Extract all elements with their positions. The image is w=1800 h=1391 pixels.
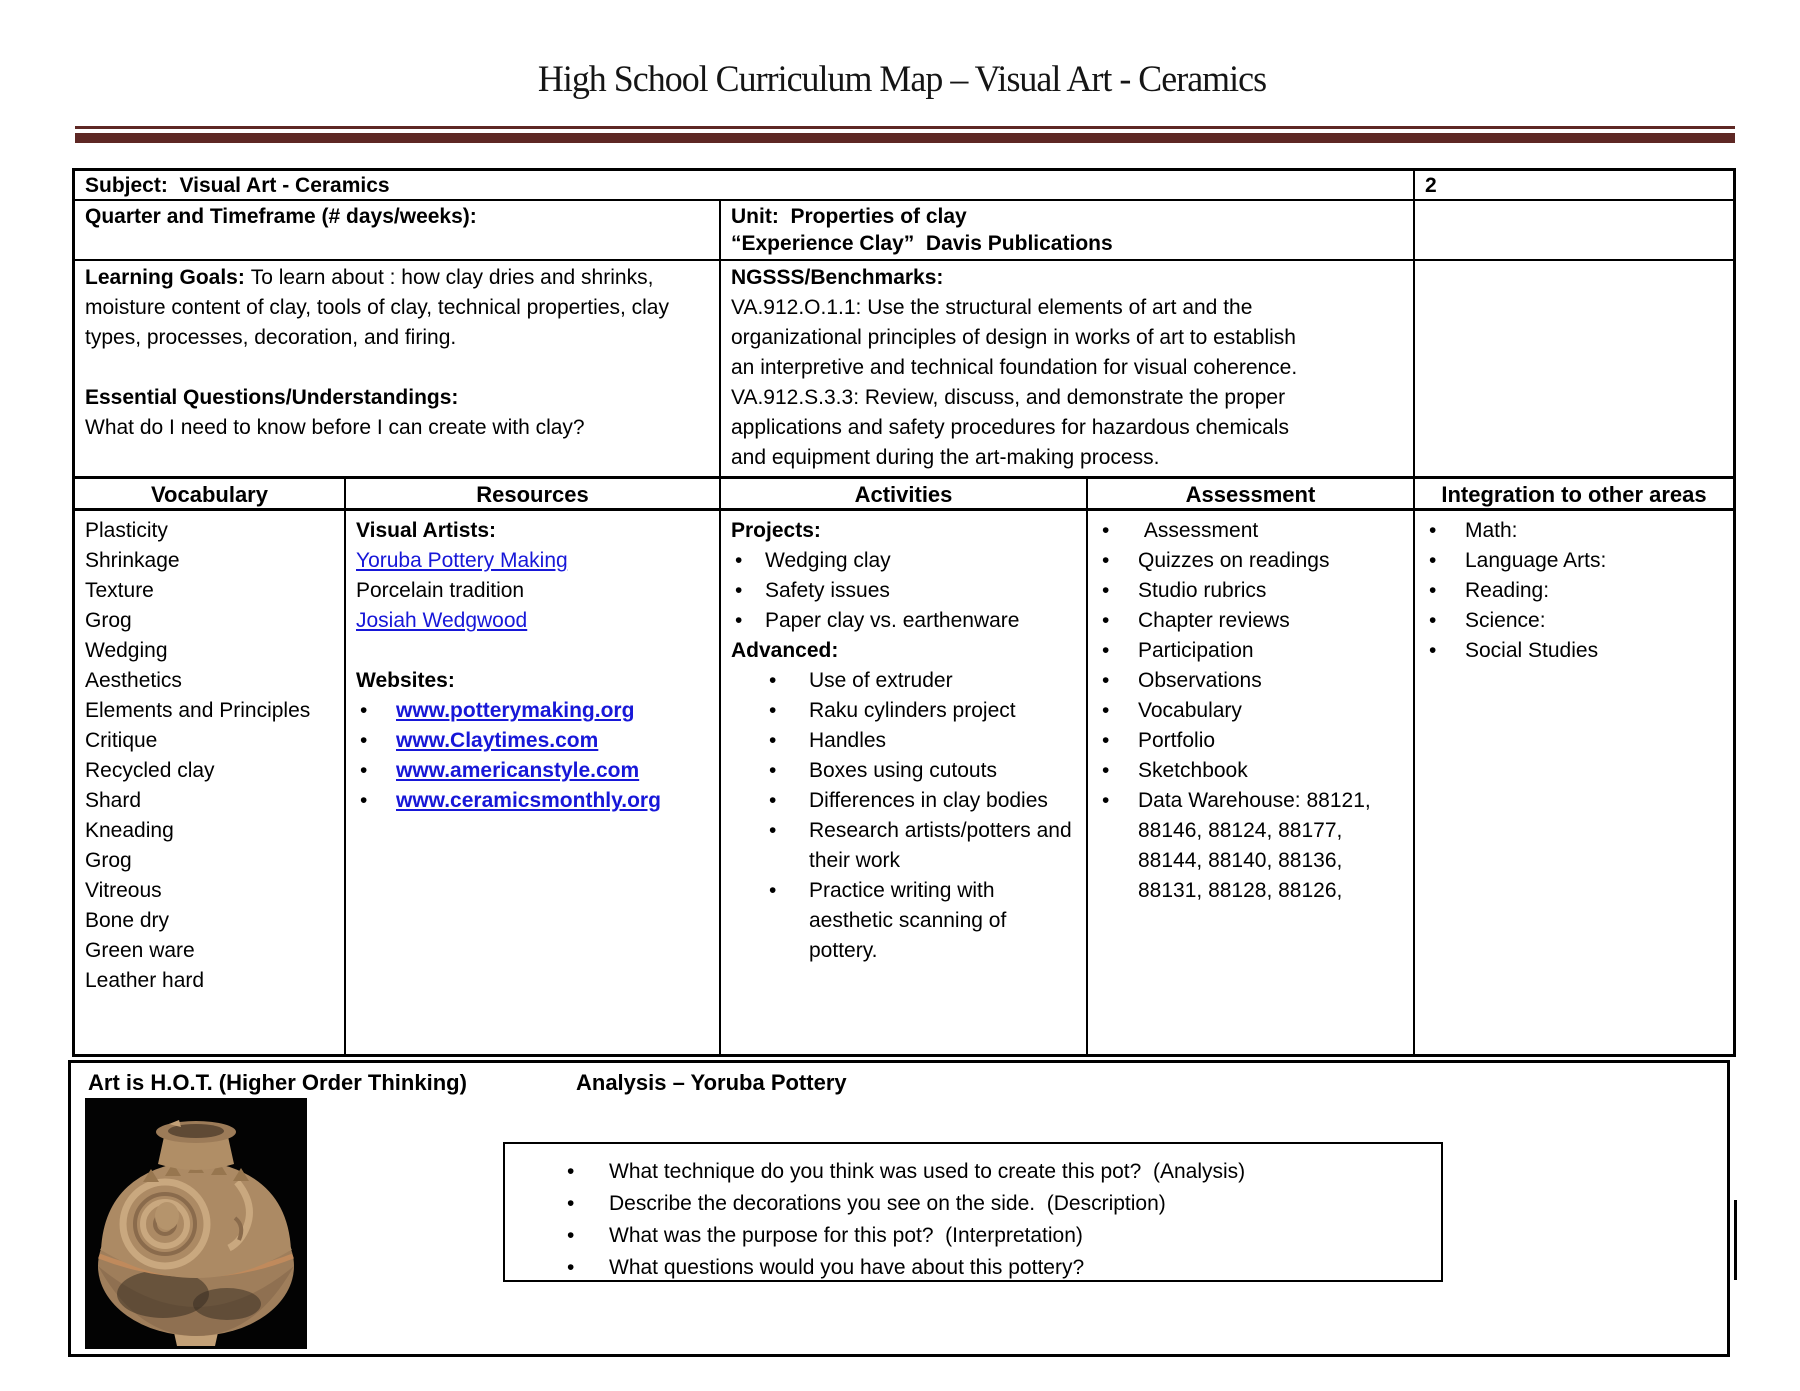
assessment-text: Observations (1138, 669, 1262, 692)
vocabulary-item: Leather hard (85, 969, 205, 992)
website-item (356, 756, 709, 786)
website-item (356, 696, 709, 726)
advanced-text: Differences in clay bodies (809, 789, 1048, 812)
bullet-icon: • (360, 759, 368, 782)
column-header-resources: Resources (345, 477, 720, 510)
column-header-vocabulary: Vocabulary (74, 477, 345, 510)
assessment-text: Chapter reviews (1138, 609, 1290, 632)
assessment-item (1098, 606, 1403, 636)
bullet-icon: • (735, 609, 743, 632)
bullet-icon: • (1102, 579, 1110, 602)
assessment-text: Assessment (1138, 519, 1259, 542)
project-text: Safety issues (765, 579, 890, 602)
page-title: High School Curriculum Map – Visual Art - Ceramics (537, 59, 1267, 100)
learning-goals-text: To learn about : how clay dries and shrinks, moisture content of clay, tools of clay, technical properties, clay types, processes, decoration, and firing. (85, 266, 669, 349)
website-link[interactable]: www.americanstyle.com (396, 759, 640, 782)
assessment-text: Sketchbook (1138, 759, 1248, 782)
benchmarks-cell (720, 260, 1414, 477)
advanced-text: Use of extruder (809, 669, 953, 692)
artist-link: Porcelain tradition (356, 579, 525, 602)
bullet-icon: • (1429, 549, 1437, 572)
vocabulary-item: Elements and Principles (85, 699, 311, 722)
column-header-activities: Activities (720, 477, 1087, 510)
title-rule-thin (75, 126, 1735, 129)
assessment-item (1098, 666, 1403, 696)
assessment-text: Quizzes on readings (1138, 549, 1330, 572)
assessment-cell (1087, 510, 1414, 1055)
project-text: Paper clay vs. earthenware (765, 609, 1020, 632)
essential-questions-label: Essential Questions/Understandings: (85, 386, 459, 409)
vocabulary-item: Grog (85, 609, 132, 632)
bullet-icon: • (1102, 669, 1110, 692)
bullet-icon: • (735, 579, 743, 602)
advanced-item (731, 786, 1076, 816)
artist-item (356, 606, 709, 636)
website-item (356, 786, 709, 816)
advanced-label: Advanced: (731, 639, 839, 662)
visual-artists-label: Visual Artists: (356, 519, 497, 542)
projects-label: Projects: (731, 519, 821, 542)
vocabulary-item: Shrinkage (85, 549, 180, 572)
assessment-item (1098, 786, 1403, 906)
project-item (731, 576, 1076, 606)
advanced-text: Boxes using cutouts (809, 759, 997, 782)
artist-item (356, 546, 709, 576)
websites-list (356, 696, 709, 816)
benchmark-text: VA.912.O.1.1: Use the structural elements of art and the organizational principles of design in works of art to establish an interpretive and technical foundation for visual coherence. (731, 296, 1298, 379)
vocabulary-item: Aesthetics (85, 669, 182, 692)
bullet-icon: • (1102, 759, 1110, 782)
learning-goals-cell (74, 260, 720, 477)
projects-list (731, 546, 1076, 636)
vocabulary-item: Recycled clay (85, 759, 215, 782)
vocabulary-item: Grog (85, 849, 132, 872)
activities-cell (720, 510, 1087, 1055)
bullet-icon: • (769, 759, 777, 782)
question-text: What technique do you think was used to create this pot? (Analysis) (609, 1160, 1246, 1183)
website-link[interactable]: www.ceramicsmonthly.org (396, 789, 661, 812)
artists-list (356, 546, 709, 636)
bullet-icon: • (1102, 609, 1110, 632)
integration-text: Math: (1465, 519, 1518, 542)
websites-label: Websites: (356, 669, 455, 692)
analysis-subtitle: Analysis – Yoruba Pottery (576, 1070, 847, 1095)
assessment-text: Data Warehouse: 88121, 88146, 88124, 88177, 88144, 88140, 88136, 88131, 88128, 88126, (1138, 789, 1371, 902)
yoruba-pottery-photo (85, 1098, 307, 1349)
advanced-item (731, 876, 1076, 966)
yoruba-pottery-image (85, 1098, 307, 1349)
assessment-item (1098, 636, 1403, 666)
integration-text: Language Arts: (1465, 549, 1607, 572)
vocabulary-item: Wedging (85, 639, 168, 662)
question-item (563, 1220, 1441, 1252)
assessment-item (1098, 516, 1403, 546)
advanced-item (731, 666, 1076, 696)
assessment-item (1098, 576, 1403, 606)
bullet-icon: • (567, 1224, 575, 1247)
subject-cell: Subject: Visual Art - Ceramics (74, 170, 1414, 200)
bullet-icon: • (360, 699, 368, 722)
page-number-cell: 2 (1414, 170, 1734, 200)
integration-cell (1414, 510, 1734, 1055)
integration-item (1425, 606, 1723, 636)
vocabulary-cell (74, 510, 345, 1055)
vocabulary-item: Shard (85, 789, 142, 812)
unit-line1: Unit: Properties of clay (731, 205, 967, 228)
unit-line2: “Experience Clay” Davis Publications (731, 232, 1113, 255)
advanced-item (731, 816, 1076, 876)
assessment-text: Portfolio (1138, 729, 1216, 752)
bullet-icon: • (1102, 699, 1110, 722)
assessment-item (1098, 756, 1403, 786)
question-item (563, 1188, 1441, 1220)
question-text: What was the purpose for this pot? (Interpretation) (609, 1224, 1083, 1247)
bullet-icon: • (1429, 639, 1437, 662)
vocabulary-item: Bone dry (85, 909, 170, 932)
project-item (731, 546, 1076, 576)
question-text: Describe the decorations you see on the side. (Description) (609, 1192, 1166, 1215)
advanced-text: Research artists/potters and their work (809, 819, 1072, 872)
vocabulary-item: Kneading (85, 819, 174, 842)
bullet-icon: • (567, 1160, 575, 1183)
art-is-hot-title: Art is H.O.T. (Higher Order Thinking) (88, 1070, 467, 1095)
bullet-icon: • (735, 549, 743, 572)
bullet-icon: • (1102, 729, 1110, 752)
analysis-question-box (503, 1142, 1443, 1282)
artist-link[interactable]: Josiah Wedgwood (356, 609, 528, 632)
bullet-icon: • (1102, 549, 1110, 572)
artist-link[interactable]: Yoruba Pottery Making (356, 549, 568, 572)
nested-box-border-artifact (1734, 1200, 1737, 1280)
assessment-text: Participation (1138, 639, 1254, 662)
benchmarks-label: NGSSS/Benchmarks: (731, 266, 944, 289)
website-item (356, 726, 709, 756)
bullet-icon: • (769, 789, 777, 812)
integration-item (1425, 546, 1723, 576)
vocabulary-item: Vitreous (85, 879, 162, 902)
bullet-icon: • (769, 699, 777, 722)
question-text: What questions would you have about this pottery? (609, 1256, 1085, 1279)
bullet-icon: • (769, 669, 777, 692)
bullet-icon: • (1429, 519, 1437, 542)
website-link[interactable]: www.Claytimes.com (396, 729, 599, 752)
bullet-icon: • (1102, 519, 1110, 542)
advanced-text: Practice writing with aesthetic scanning of pottery. (809, 879, 1007, 962)
bullet-icon: • (567, 1256, 575, 1279)
integration-text: Reading: (1465, 579, 1550, 602)
quarter-timeframe-cell: Quarter and Timeframe (# days/weeks): (74, 200, 720, 260)
advanced-text: Handles (809, 729, 887, 752)
bullet-icon: • (1429, 579, 1437, 602)
advanced-item (731, 696, 1076, 726)
question-item (563, 1156, 1441, 1188)
project-item (731, 606, 1076, 636)
vocabulary-item: Critique (85, 729, 158, 752)
bullet-icon: • (360, 789, 368, 812)
advanced-item (731, 726, 1076, 756)
assessment-text: Studio rubrics (1138, 579, 1267, 602)
assessment-item (1098, 546, 1403, 576)
advanced-item (731, 756, 1076, 786)
integration-item (1425, 516, 1723, 546)
bullet-icon: • (1102, 789, 1110, 812)
artist-item (356, 576, 709, 606)
bullet-icon: • (360, 729, 368, 752)
integration-item (1425, 576, 1723, 606)
column-header-integration: Integration to other areas (1414, 477, 1734, 510)
vocabulary-item: Green ware (85, 939, 195, 962)
bullet-icon: • (769, 879, 777, 902)
blank-line (356, 636, 709, 666)
project-text: Wedging clay (765, 549, 891, 572)
assessment-text: Vocabulary (1138, 699, 1242, 722)
vocabulary-item: Texture (85, 579, 154, 602)
advanced-list (731, 666, 1076, 966)
bullet-icon: • (769, 729, 777, 752)
resources-cell (345, 510, 720, 1055)
integration-text: Social Studies (1465, 639, 1599, 662)
vocabulary-item: Plasticity (85, 519, 168, 542)
bullet-icon: • (1102, 639, 1110, 662)
title-rule-thick (75, 133, 1735, 143)
benchmark-text: VA.912.S.3.3: Review, discuss, and demonstrate the proper applications and safety procedures for hazardous chemicals and equipment during the art-making process. (731, 386, 1289, 469)
advanced-text: Raku cylinders project (809, 699, 1016, 722)
assessment-item (1098, 696, 1403, 726)
column-header-assessment: Assessment (1087, 477, 1414, 510)
integration-text: Science: (1465, 609, 1546, 632)
bullet-icon: • (567, 1192, 575, 1215)
website-link[interactable]: www.potterymaking.org (396, 699, 635, 722)
assessment-item (1098, 726, 1403, 756)
learning-goals-paragraph (85, 263, 673, 353)
essential-questions-text: What do I need to know before I can create with clay? (85, 416, 585, 439)
integration-item (1425, 636, 1723, 666)
bullet-icon: • (1429, 609, 1437, 632)
learning-goals-label: Learning Goals: (85, 266, 245, 289)
question-item (563, 1252, 1441, 1284)
bullet-icon: • (769, 819, 777, 842)
blank-line (85, 353, 709, 383)
empty-cell-row3 (1414, 260, 1734, 477)
curriculum-table (72, 168, 1736, 1057)
unit-cell (720, 200, 1414, 260)
benchmarks-list (731, 293, 1403, 473)
empty-cell-row2 (1414, 200, 1734, 260)
